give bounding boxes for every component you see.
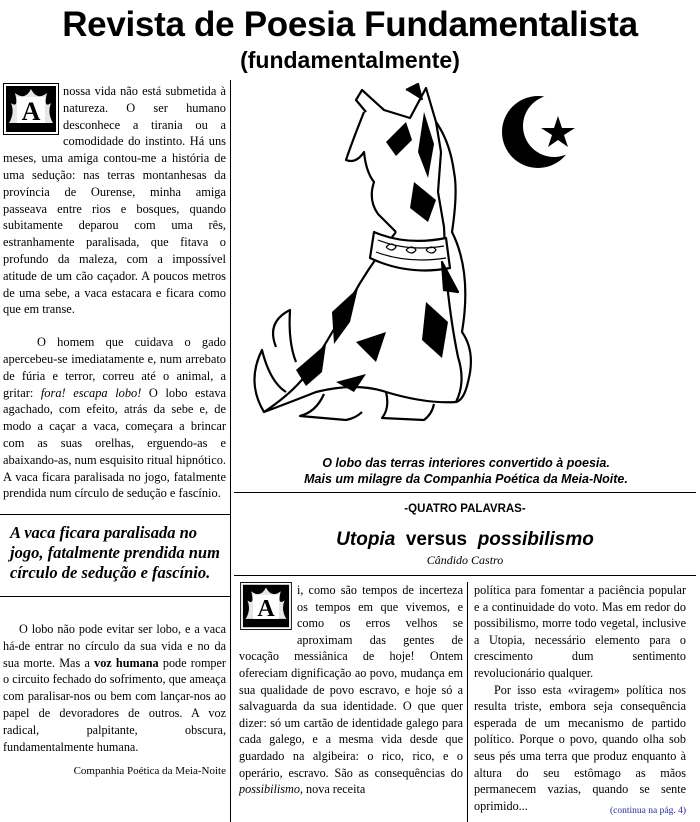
article-column-1: A i, como são tempos de incerteza os tempos em que vivemos, e como os erros velhos se aproximam das gentes de vocação messiânica de hoje! Ontem ofereciam dignificação ao povo, mudança em sua qualidade de povo escravo, e hoje só a salvaguarda da sua identidade. O que quer dizer: só um cartão de identidade galego para cada galego, e a mesma vida desde que guardado na algibeira: o rico, rico, e o operário, escravo. São as consequências do possibilismo, nova receita [239, 583, 463, 797]
caption-line-2: Mais um milagre da Companhia Poética da Meia-Noite. [304, 472, 628, 486]
column-divider-left [230, 80, 231, 822]
article-author: Cândido Castro [426, 553, 504, 567]
masthead-title: Revista de Poesia Fundamentalista [62, 5, 638, 44]
article-dropcap-icon [239, 582, 293, 630]
wolf-icon [254, 84, 470, 420]
wolf-illustration [236, 82, 696, 452]
left-bottom-paragraph: O lobo não pode evitar ser lobo, e a vaca há-de entrar no círculo da sua vida e no da sua morte. Mas a voz humana pode romper o circuito fechado do sofrimento, que ameaça com paralisar-nos ou bem com lançar-nos ao papel de devoradores de outros. A voz radical, palpitante, obscura, fundamentalmente humana. [3, 622, 226, 754]
pull-quote-rule-top [0, 514, 230, 515]
pull-quote-rule-bottom [0, 596, 230, 597]
crescent-star-icon [502, 95, 585, 168]
section-label: -QUATRO PALAVRAS- [404, 503, 526, 515]
left-article [3, 83, 226, 502]
column-divider-article [467, 582, 468, 822]
article-title: Utopia versus possibilismo [336, 529, 594, 550]
masthead-subtitle: (fundamentalmente) [240, 47, 460, 73]
article-rule-mid [234, 575, 696, 576]
continued-link[interactable]: (continua na pág. 4) [610, 806, 686, 816]
article-dropcap-letter: A [257, 596, 275, 623]
dropcap-letter: A [21, 97, 41, 126]
dropcap-a-icon [3, 83, 59, 135]
article-column-2 [474, 582, 686, 814]
pull-quote-line-2: jogo, fatalmente prendida num [10, 543, 220, 562]
pull-quote-line-1: A vaca ficara paralisada no [10, 523, 198, 542]
signature: Companhia Poética da Meia-Noite [73, 765, 226, 777]
article-col2-paragraph-2: Por isso esta «viragem» política nos resulta triste, embora seja consequência esperada de um mecanismo de partido político. Porque o povo, quando olha sob seus pés uma terra que produz enquanto à altura do seu estômago as mãos permanecem vazias, quando se sente oprimido... [474, 682, 686, 813]
left-paragraph-1: nossa vida não está submetida à natureza. O ser humano desconhece a tirania ou a comodidade do instinto. Há uns meses, uma amiga contou-me a história de uma sedução: nas terras montanhesas da província de Ourense, minha amiga passeava entre rios e bosques, quando subitamente deparou com uma rês, estranhamente paralisada, que fitava o profundo da maleza, com a impossível atitude de um cão caçador. A poucos metros de uma sebe, a vaca estacara e ficara como que em transe. [3, 84, 226, 317]
article-col2-paragraph-1: política para fomentar a paciência popular e a continuidade do voto. Mas em redor do possibilismo, morre todo vegetal, inclusive a Utopia, necessário elemento para o crescimento dum sentimento revolucionário qualquer. [474, 583, 686, 680]
illustration-caption [236, 455, 696, 487]
caption-line-1: O lobo das terras interiores convertido à poesia. [322, 456, 610, 470]
left-paragraph-2: O homem que cuidava o gado apercebeu-se imediatamente e, num arrebato de fúria e terror, correu até o animal, a gritar: fora! escapa lobo! O lobo estava agachado, com efeito, atrás da sebe e, de modo a caçar a vaca, começara a brincar com as suas orelhas, erguendo-as e abaixando-as, num esquisito ritual hipnótico. A vaca ficara paralisada no jogo, fatalmente prendida num círculo de sedução e fascínio. [3, 335, 227, 501]
pull-quote [10, 523, 228, 583]
pull-quote-line-3: círculo de sedução e fascínio. [10, 563, 211, 582]
article-rule-top [234, 492, 696, 493]
